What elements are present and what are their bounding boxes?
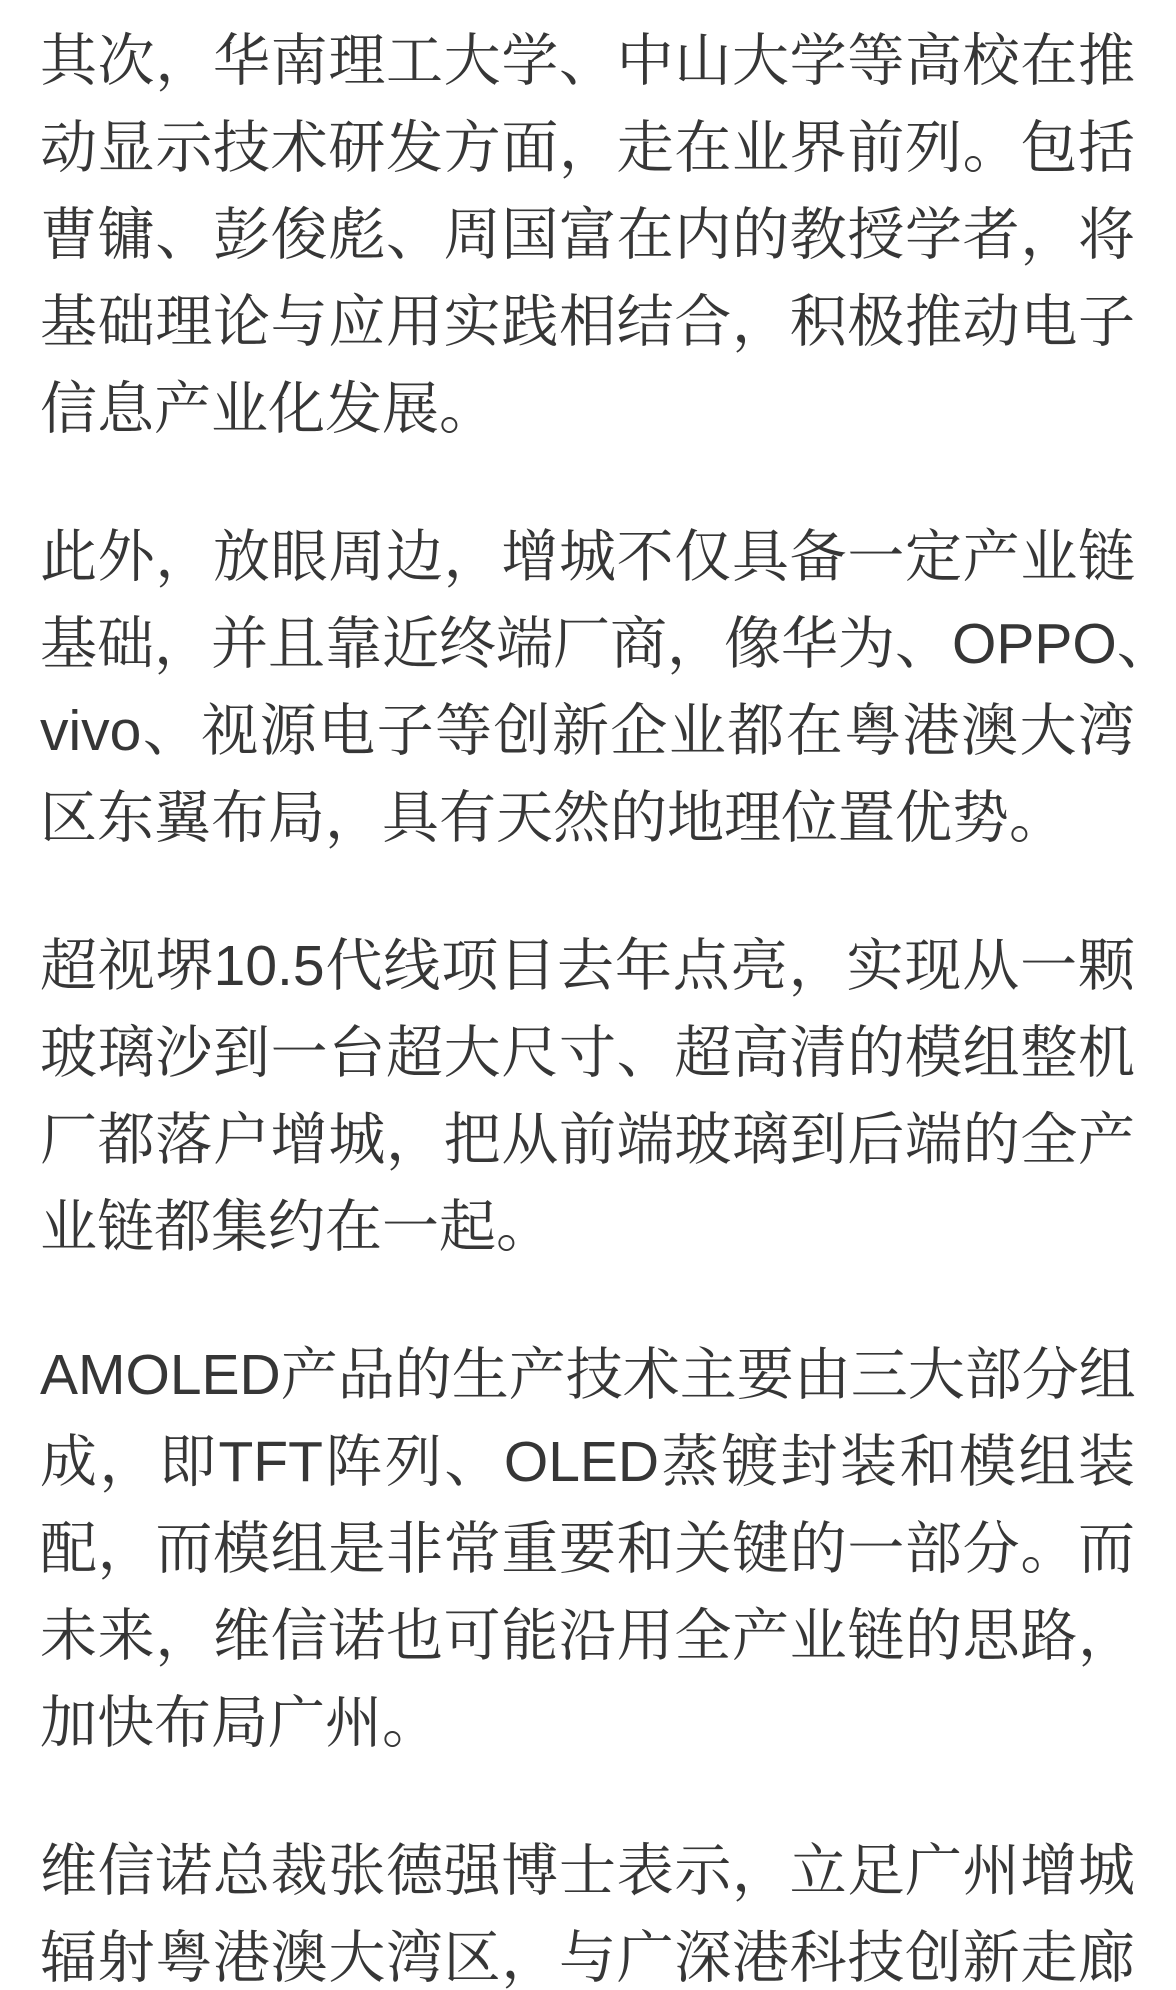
article-line: 业链都集约在一起。 bbox=[40, 1195, 553, 1259]
article-paragraph bbox=[40, 18, 1135, 453]
article-line: 动显示技术研发方面，走在业界前列。包括 bbox=[40, 116, 1135, 180]
article-line: 基础理论与应用实践相结合，积极推动电子 bbox=[40, 290, 1135, 354]
article-line: 厂都落户增城，把从前端玻璃到后端的全产 bbox=[40, 1108, 1135, 1172]
article-paragraph bbox=[40, 923, 1135, 1271]
article-line: AMOLED产品的生产技术主要由三大部分组 bbox=[40, 1343, 1136, 1407]
article-line: 辐射粤港澳大湾区，与广深港科技创新走廊 bbox=[40, 1926, 1135, 1990]
article-text-block bbox=[40, 18, 1174, 1990]
article-line: 维信诺总裁张德强博士表示，立足广州增城 bbox=[40, 1839, 1135, 1903]
article-line: 区东翼布局，具有天然的地理位置优势。 bbox=[40, 786, 1066, 850]
article-line: 成，即TFT阵列、OLED蒸镀封装和模组装 bbox=[40, 1430, 1135, 1494]
article-line: 此外，放眼周边，增城不仅具备一定产业链 bbox=[40, 525, 1135, 589]
article-line: 曹镛、彭俊彪、周国富在内的教授学者，将 bbox=[40, 203, 1135, 267]
article-line: 加快布局广州。 bbox=[40, 1691, 439, 1755]
article-line: 玻璃沙到一台超大尺寸、超高清的模组整机 bbox=[40, 1021, 1135, 1085]
article-line: 其次，华南理工大学、中山大学等高校在推 bbox=[40, 29, 1135, 93]
article-line: 未来，维信诺也可能沿用全产业链的思路， bbox=[40, 1604, 1135, 1668]
article-paragraph bbox=[40, 1828, 1135, 1990]
article-paragraph bbox=[40, 514, 1174, 862]
article-line: 配，而模组是非常重要和关键的一部分。而 bbox=[40, 1517, 1135, 1581]
article-line: 信息产业化发展。 bbox=[40, 377, 496, 441]
article-line: vivo、视源电子等创新企业都在粤港澳大湾 bbox=[40, 699, 1135, 763]
article-line: 基础，并且靠近终端厂商，像华为、OPPO、 bbox=[40, 612, 1174, 676]
article-line: 超视堺10.5代线项目去年点亮，实现从一颗 bbox=[40, 934, 1135, 998]
article-paragraph bbox=[40, 1332, 1135, 1767]
